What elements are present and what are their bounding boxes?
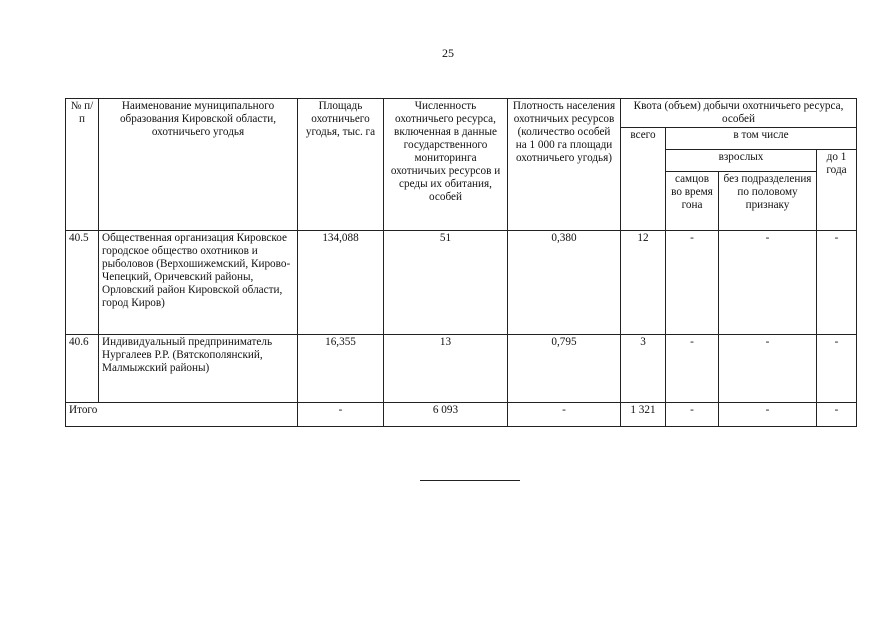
row-nosex: - [719, 335, 817, 403]
header-count: Численность охотничьего ресурса, включенная в данные государственного мониторинга охотничьих ресурсов и среды их обитания, особей [384, 99, 508, 231]
row-count: 13 [384, 335, 508, 403]
table-row [66, 335, 857, 403]
row-total: 12 [621, 231, 666, 335]
header-total: всего [621, 128, 666, 231]
row-nosex: - [719, 231, 817, 335]
header-males: самцов во время гона [666, 172, 719, 231]
row-name: Индивидуальный предприниматель Нургалеев Р.Р. (Вятскополянский, Малмыжский районы) [99, 335, 298, 403]
row-name: Общественная организация Кировское городское общество охотников и рыболовов (Верхошижемский, Кирово-Чепецкий, Оричевский районы, Орловский район Кировской области, город Киров) [99, 231, 298, 335]
total-under1: - [817, 403, 857, 427]
total-density: - [508, 403, 621, 427]
row-area: 134,088 [298, 231, 384, 335]
row-density: 0,795 [508, 335, 621, 403]
total-label: Итого [66, 403, 298, 427]
row-males: - [666, 335, 719, 403]
row-count: 51 [384, 231, 508, 335]
row-males: - [666, 231, 719, 335]
header-under1: до 1 года [817, 150, 857, 231]
header-area: Площадь охотничьего угодья, тыс. га [298, 99, 384, 231]
total-row [66, 403, 857, 427]
page-number: 25 [442, 46, 454, 60]
total-males: - [666, 403, 719, 427]
row-under1: - [817, 231, 857, 335]
footer-divider [420, 480, 520, 481]
row-density: 0,380 [508, 231, 621, 335]
header-adults: взрослых [666, 150, 817, 172]
header-num: № п/п [66, 99, 99, 231]
row-num: 40.6 [66, 335, 99, 403]
quota-table [65, 98, 857, 427]
total-count: 6 093 [384, 403, 508, 427]
total-total: 1 321 [621, 403, 666, 427]
row-under1: - [817, 335, 857, 403]
header-density: Плотность населения охотничьих ресурсов (количество особей на 1 000 га площади охотничьего угодья) [508, 99, 621, 231]
row-total: 3 [621, 335, 666, 403]
header-quota: Квота (объем) добычи охотничьего ресурса, особей [621, 99, 857, 128]
header-nosex: без подразделения по половому признаку [719, 172, 817, 231]
total-nosex: - [719, 403, 817, 427]
header-name: Наименование муниципального образования Кировской области, охотничьего угодья [99, 99, 298, 231]
table-row [66, 231, 857, 335]
total-area: - [298, 403, 384, 427]
row-num: 40.5 [66, 231, 99, 335]
row-area: 16,355 [298, 335, 384, 403]
header-including: в том числе [666, 128, 857, 150]
